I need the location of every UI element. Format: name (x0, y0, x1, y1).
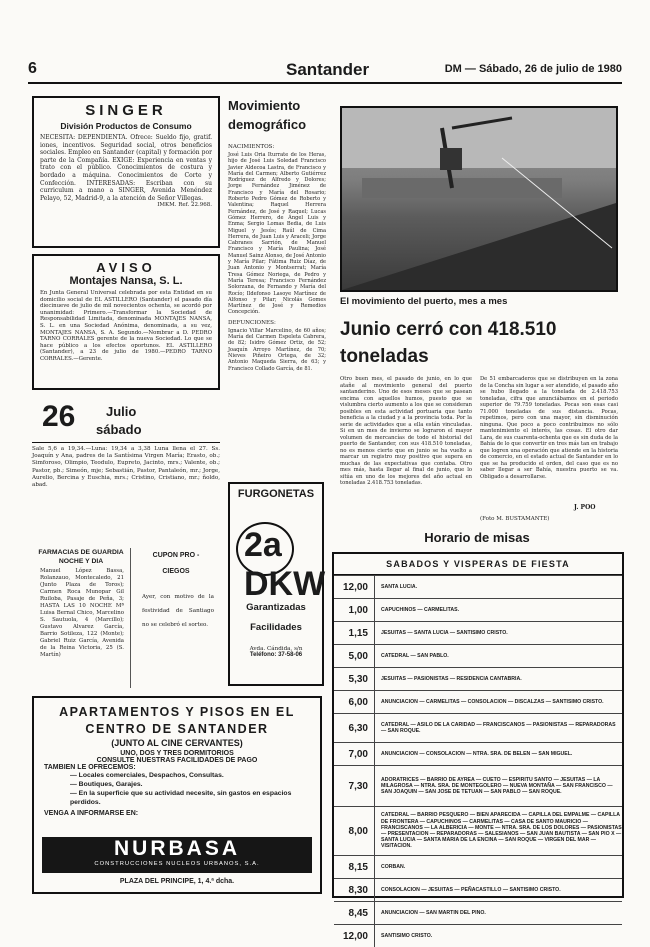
mass-row (334, 713, 622, 742)
mass-churches: CAPUCHINOS — CARMELITAS. (381, 606, 460, 613)
issue-date: DM — Sábado, 26 de julio de 1980 (444, 63, 622, 75)
date-block (32, 396, 220, 534)
mass-time: 8,30 (334, 879, 375, 901)
mass-time: 12,00 (334, 925, 375, 947)
mass-time: 12,00 (334, 576, 375, 598)
mass-row (334, 598, 622, 621)
apartments-sub: (JUNTO AL CINE CERVANTES) (111, 738, 243, 748)
page-number: 6 (28, 60, 37, 77)
births-text: José Luis Oria Iturrate de los Heras, hijo de José Luis Soledad Francisco Javier Aldecoa Lastra, de Francisco y María del Carmen; Alberto Gutiérrez Rodríguez de Alfredo y Dolores; Jorge Fernández Jiménez de Francisco y María del Rosario; Roberto Pedro Gómez de Roberto y Valentina; Raquel Herrera Fernández, de José y Raquel; Lucas Gómez Herrero, de Ángel Luis y Enma; Sergio Lomas Bedia, de Luis Miguel y Jesús; Raúl de Cima Herrera, de Juan Luis y Araceli; Jorge Cabranes Sarrión, de Manuel Francisco y María Paulina; José Manuel Sainz Alonso, de José Antonio y María Pilar; Fátima Ruiz Díaz, de Juan Antonio y Montserrat; María Tresa Gómez Noriega, de Pedro y María Teresa; Francisco Fernández Solorzana, de Fernando y María del Rocío; Ildefonso Lasoye Martínez de Alfonso y Pilar; Nicolás Gomes Martínez de José y Remedios Concepción. (228, 152, 326, 316)
nurbasa-sub: CONSTRUCCIONES NUCLEOS URBANOS, S.A. (94, 861, 260, 867)
port-headline: Junio cerró con 418.510 toneladas (340, 319, 557, 367)
month-name: Julio (106, 404, 137, 419)
mass-time: 6,00 (334, 691, 375, 713)
vans-phone: Teléfono: 37-58-06 (249, 652, 303, 658)
mass-row (334, 690, 622, 713)
mass-churches: CATEDRAL — ASILO DE LA CARIDAD — FRANCISCANOS — PASIONISTAS — REPARADORAS — SAN ROQUE. (381, 721, 616, 734)
mass-churches: CATEDRAL — BARRIO PESQUERO — BIEN APARECIDA — CAPILLA DEL EMPALME — CAPILLA DE FRONTERA — CAPUCHINOS — CARMELITAS — CASA DE SANTO MAURICIO — FRANCISCANOS — LA ALBERICIA — MONTE — NTRA. SRA. DE LOS DOLORES — PASIONISTAS — PRESENTACION — REPARADORAS — SALESIANOS — SAN JUAN BAUTISTA — SAN PIO X — SANTA LUCIA — SANTA MARIA DE LA ENCINA — SAN ROQUE — VIRGEN DEL MAR — VISITACION. (381, 812, 622, 850)
dkw-logo (234, 504, 326, 603)
mass-churches: JESUITAS — PASIONISTAS — RESIDENCIA CANTABRIA. (381, 675, 522, 682)
port-crane-image (342, 108, 616, 290)
mass-row (334, 765, 622, 806)
dkw-model: 2a DKW (244, 526, 326, 603)
aviso-company: Montajes Nansa, S. L. (69, 275, 183, 287)
mass-time: 5,30 (334, 668, 375, 690)
apartments-cta: VENGA A INFORMARSE EN: (44, 810, 139, 817)
page-header (28, 60, 622, 84)
singer-brand: SINGER (85, 102, 167, 119)
apartments-title: APARTAMENTOS Y PISOS EN EL CENTRO DE SANTANDER (59, 705, 295, 736)
saints-text: Sale 5,6 a 19,34.—Luna: 19,34 a 3,38 Luna llena el 27. Ss. Joaquín y Ana, padres de la Santísima Virgen María; Erasto, ob.; Simforoso, Olimpio, Teodulo, Eupreto, Jacinto, mrs.; Valente, ob.; Pastor, pb.; Simeón, mje; Sebastián, Pastor, Pantaleón, mr.; Jorge, Aurelio, Bercina y Euschia, mrs.; Cristino, Cristiano, mr.; ñoldo, abad. (32, 446, 220, 489)
mass-schedule-title: Horario de misas (424, 530, 530, 545)
pharmacies-text: Manuel López Bassa, Rolanzauo, Montecaledo, 21 (Junto Plaza de Toros); Carmen Roca Munopar Gil Ruiloba, Pasaje de Peña, 3; HASTA LAS 10 NOCHE Mª Luisa Bernal Chico, Marcelino S. Sautuola, 4 (Marcillo); Gustavo Alvarez García, Barrio Sotileza, 122 (Monte); Gabriel Ruiz García, Avenida de la Reina Victoria, 25 (S. Martín) (40, 568, 124, 658)
port-photo (340, 106, 618, 292)
demographics-column (228, 96, 326, 476)
mass-row (334, 644, 622, 667)
weekday-name: sábado (96, 422, 142, 437)
mass-row (334, 924, 622, 947)
mass-churches: ADORATRICES — BARRIO DE AYREA — CUETO — ESPIRITU SANTO — JESUITAS — LA MILAGROSA — NTRA. SRA. DE MONTEGOLERO — NUEVA MONTAÑA — SAN FRANCISCO — SAN JOAQUIN — SAN JOSE DE TETUAN — SAN PABLO — SAN ROQUE. (381, 776, 613, 796)
apartments-item-3: — En la superficie que su actividad necesite, sin gastos en espacios perdidos. (70, 790, 292, 806)
singer-division: División Productos de Consumo (60, 121, 192, 131)
newspaper-section: Santander (286, 60, 370, 79)
deaths-heading: DEFUNCIONES: (228, 319, 276, 326)
deaths-text: Ignacio Villar Marcelino, de 60 años; María del Carmen Espeleta Cabrera, de 82; Isidro Gómez Ortiz, de 52; Joaquín Arroyo Martínez, de 70; Nieves Piñeiro Ortega, de 32; Antonio Maqueda Sierra, de 63; y Francisco Collado García, de 81. (228, 327, 326, 372)
pharmacies-title: FARMACIAS DE GUARDIA NOCHE Y DIA (38, 549, 124, 565)
port-signature: J. POO (574, 504, 596, 511)
mass-row (334, 667, 622, 690)
mass-churches: ANUNCIACION — CARMELITAS — CONSOLACION — DISCALZAS — SANTISIMO CRISTO. (381, 698, 604, 705)
aviso-title: AVISO (96, 260, 156, 275)
port-caption: El movimiento del puerto, mes a mes (340, 296, 508, 307)
apartments-line3: TAMBIEN LE OFRECEMOS: (44, 764, 136, 771)
mass-row (334, 901, 622, 924)
singer-body: NECESITA: DEPENDIENTA. Ofrece: Sueldo fijo, gratif. iones, incentivos. Seguridad social, otros beneficios sociales. Empleo en Santander (capital) y formación por parte de la Compañía. EXIGE: Experiencia en ventas y trato con el público. Conocimientos de costura y bordado a máquina. Conocimientos de Corte y Confección. INTERESADAS: Escriban con su curriculum a mano a SINGER, Avenida Menéndez Pelayo, 52, Madrid-9, a la atención de Señor Villegas. (40, 134, 212, 202)
mass-rows (334, 575, 622, 947)
mass-churches: ANUNCIACION — CONSOLACION — NTRA. SRA. DE BELEN — SAN MIGUEL. (381, 750, 573, 757)
mass-time: 1,00 (334, 599, 375, 621)
mass-time: 8,00 (334, 807, 375, 855)
aviso-body: En Junta General Universal celebrada por esta Entidad en su domicilio social de EL ASTILLERO (Santander) el pasado día diecinueve de julio de mil novecientos ochenta, se acordó por unanimidad: Primero.—Transformar la Sociedad de Responsabilidad Limitada, denominada MONTAJES NANSA, S. L. en una Sociedad Anónima, denominada, a su vez, MONTAJES NANSA, S. A. Segundo.—Nombrar a D. PEDRO TARNO CORRALES gerente de la nueva Sociedad. Lo que se hace público a los efectos oportunos. EL ASTILLERO (Santander), a 23 de julio de 1980.—PEDRO TARNO CORRALES.—Gerente. (40, 290, 212, 362)
mass-time: 6,30 (334, 714, 375, 742)
mass-churches: ANUNCIACION — SAN MARTIN DEL PINO. (381, 909, 486, 916)
vans-address: Avda. Cándida, s/n (249, 646, 303, 652)
mass-time: 7,00 (334, 743, 375, 765)
apartments-ad (32, 696, 322, 894)
demographics-title: Movimiento demográfico (228, 98, 307, 132)
apartments-line2: CONSULTE NUESTRAS FACILIDADES DE PAGO (96, 757, 258, 764)
mass-churches: SANTISIMO CRISTO. (381, 932, 433, 939)
mass-churches: CATEDRAL — SAN PABLO. (381, 652, 449, 659)
nurbasa-logo-band (42, 837, 312, 873)
coupon-box (132, 548, 220, 688)
mass-row (334, 855, 622, 878)
mass-churches: CONSOLACION — JESUITAS — PEÑACASTILLO — SANTISIMO CRISTO. (381, 886, 561, 893)
mass-row (334, 878, 622, 901)
coupon-text: Ayer, con motivo de la festividad de Santiago no se celebró el sorteo. (142, 594, 214, 628)
apartments-item-1: — Locales comerciales, Despachos, Consultas. (70, 772, 224, 779)
mass-time: 7,30 (334, 766, 375, 806)
mass-churches: CORBAN. (381, 863, 406, 870)
vans-ad (228, 482, 324, 686)
mass-schedule-table (332, 552, 624, 942)
births-heading: NACIMIENTOS: (228, 144, 275, 150)
mass-row (334, 621, 622, 644)
mass-time: 8,45 (334, 902, 375, 924)
photo-credit: (Foto M. BUSTAMANTE) (480, 516, 550, 522)
mass-time: 8,15 (334, 856, 375, 878)
day-number: 26 (42, 400, 76, 433)
nurbasa-address: PLAZA DEL PRINCIPE, 1, 4.ª dcha. (119, 878, 235, 885)
port-body-2: De 51 embarcaderos que se distribuyen en la zona de la Concha sin lugar a ser atendido, el pasado año se hubo llegado a la tonelada de 2.418.753 toneladas, cifra que anunciábamos en el periodo superior de 79.759 toneladas. Pocas son esas casi 71.000 toneladas de sus distancia. Pocas, repetimos, pero con una mayor, sin disminución ninguna. Que poco a poco contribuimos no sólo mantenimiento el interés, las cosas. El otro dar Lara, de sus cuarenta-ochenta que es sin duda de la Bahía de lo que convertir en tres más tan en trabajo que logren una operación que atiende en la historia de comercio, en el estado actual de Santander en lo que se ha producido el orden, del caso que es no saber llegar a ser Bahía, nuestra puerto se va. Obligado a desarrollarse. (480, 376, 618, 480)
pharmacies-box (32, 548, 131, 688)
nurbasa-brand: NURBASA (114, 837, 240, 860)
vans-tagline: Garantizadas Facilidades (246, 602, 306, 633)
mass-row (334, 806, 622, 855)
mass-time: 1,15 (334, 622, 375, 644)
apartments-item-2: — Boutiques, Garajes. (70, 781, 143, 788)
aviso-notice (32, 254, 220, 390)
singer-ref: IMKM. Ref. 22.968. (157, 202, 212, 209)
mass-row (334, 575, 622, 598)
coupon-title: CUPON PRO - CIEGOS (152, 552, 200, 575)
mass-time: 5,00 (334, 645, 375, 667)
mass-churches: JESUITAS — SANTA LUCIA — SANTISIMO CRISTO. (381, 629, 508, 636)
vans-title: FURGONETAS (237, 488, 315, 500)
port-body-1: Otro buen mes, el pasado de junio, en lo que atañe al movimiento general del puerto santanderino. Uno de esos meses que se pasean encima con aquellos humos, puesto que se vislumbra cierto aumento a los que se consideran posibles en esta actividad portuaria que tanto beneficia a la ciudad y a la provincia toda. Por la serie de actividades que a ella están vinculadas. Si en un mes de invierno se lograron el mayor volumen de mercancías de todo el historial del puerto de Santander, con sus 418.510 toneladas, no es menos cierto que en junio se ha vuelto a marcar un registro muy positivo que supera en muchas de las expectativas que contaba. Otro mes más, hasta llegar al final de junio, que lo sitúa en uno de los mejores del año actual en toneladas 2.418.753 toneladas. (340, 376, 472, 486)
mass-churches: SANTA LUCIA. (381, 583, 418, 590)
mass-schedule-subtitle: SABADOS Y VISPERAS DE FIESTA (334, 554, 622, 575)
apartments-line1: UNO, DOS Y TRES DORMITORIOS (120, 750, 234, 757)
singer-ad (32, 96, 220, 248)
mass-row (334, 742, 622, 765)
